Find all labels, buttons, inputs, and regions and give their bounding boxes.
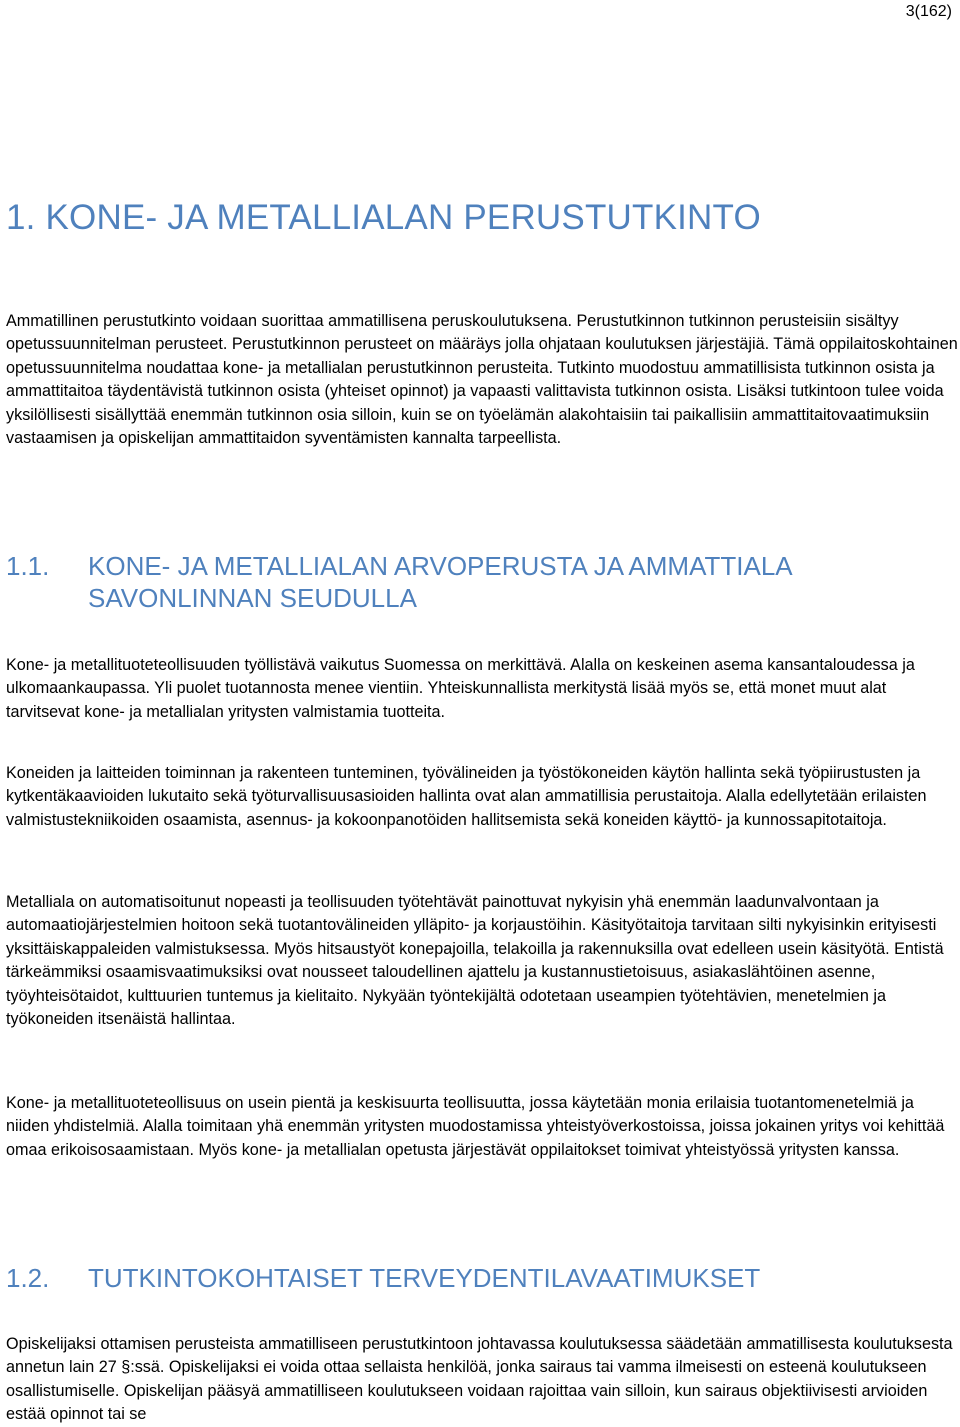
section-1-1-paragraph-4: Kone- ja metallituoteteollisuus on usein pientä ja keskisuurta teollisuutta, jossa käytetään monia erilaisia tuotantomenetelmiä ja niiden yhdistelmiä. Alalla toimitaan yhä enemmän yritysten muodostamissa yhteistyöverkostoissa, joissa jokainen yritys voi kehittää omaa erikoisosaamistaan. Myös kone- ja metallialan opetusta järjestävät oppilaitokset toimivat yhteistyössä yritysten kanssa. [6,1094,945,1159]
section-title-line1: KONE- JA METALLIALAN ARVOPERUSTA JA AMMATTIALA [88,551,793,581]
section-title: TUTKINTOKOHTAISET TERVEYDENTILAVAATIMUKSET [88,1263,761,1293]
section-1-1-paragraph-3: Metalliala on automatisoitunut nopeasti ja teollisuuden työtehtävät painottuvat nykyisin yhä enemmän laadunvalvontaan ja automaatiojärjestelmien hoitoon sekä tuotantovälineiden ylläpito- ja korjaustöihin. Käsityötaitoja tarvitaan silti nykyisinkin erityisesti yksittäiskappaleiden valmistuksessa. Myös hitsaustyöt konepajoilla, telakoilla ja rakennuksilla ovat edelleen usein käsityötä. Entistä tärkeämmiksi osaamisvaatimuksiksi ovat nousseet taloudellinen ajattelu ja kustannustietoisuus, asiakaslähtöinen asenne, työyhteisötaidot, kulttuurien tuntemus ja kielitaito. Nykyään työntekijältä odotetaan useampien työtehtävien, menetelmien ja työkoneiden itsenäistä hallintaa. [6,893,944,1029]
intro-paragraph: Ammatillinen perustutkinto voidaan suorittaa ammatillisena peruskoulutuksena. Perustutkinnon tutkinnon perusteisiin sisältyy opetussuunnitelman perusteet. Perustutkinnon perusteet on määräys jolla ohjataan koulutuksen järjestäjiä. Tämä oppilaitoskohtainen opetussuunnitelma noudattaa kone- ja metallialan perustutkinnon perusteita. Tutkinto muodostuu ammatillisista tutkinnon osista ja ammattitaitoa täydentävistä tutkinnon osista (yhteiset opinnot) ja vapaasti valittavista tutkinnon osista. Lisäksi tutkintoon tulee voida yksilöllisesti sisällyttää enemmän tutkinnon osia silloin, kuin se on työelämän alakohtaisiin tai paikallisiin ammattitaitovaatimuksiin vastaamisen ja opiskelijan ammattitaidon syventämisten kannalta tarpeellista. [6,312,958,448]
page-number: 3(162) [905,3,952,20]
chapter-heading: 1. KONE- JA METALLIALAN PERUSTUTKINTO [6,198,761,237]
section-heading-1-2 [6,1262,760,1294]
section-number: 1.2. [6,1263,50,1293]
section-1-1-paragraph-1: Kone- ja metallituoteteollisuuden työllistävä vaikutus Suomessa on merkittävä. Alalla on keskeinen asema kansantaloudessa ja ulkomaankaupassa. Yli puolet tuotannosta menee vientiin. Yhteiskunnallista merkitystä lisää myös se, että monet muut alat tarvitsevat kone- ja metallialan yritysten valmistamia tuotteita. [6,656,915,721]
section-title-line2: SAVONLINNAN SEUDULLA [88,583,417,613]
section-1-2-paragraph: Opiskelijaksi ottamisen perusteista ammatilliseen perustutkintoon johtavassa koulutuksessa säädetään ammatillisesta koulutuksesta annetun lain 27 §:ssä. Opiskelijaksi ei voida ottaa sellaista henkilöä, jonka sairaus tai vamma ilmeisesti on esteenä koulutukseen osallistumiselle. Opiskelijan pääsyä ammatilliseen koulutukseen voidaan rajoittaa vain silloin, kun sairaus objektiivisesti arvioiden estää opinnot tai se [6,1335,953,1424]
section-heading-1-1 [6,550,793,614]
section-1-1-paragraph-2: Koneiden ja laitteiden toiminnan ja rakenteen tunteminen, työvälineiden ja työstökoneiden käytön hallinta sekä työpiirustusten ja kytkentäkaavioiden lukutaito sekä työturvallisuusasioiden hallinta ovat alan ammatillisia perustaitoja. Alalla edellytetään erilaisten valmistustekniikoiden osaamista, asennus- ja kokoonpanotöiden hallitsemista sekä koneiden käyttö- ja kunnossapitotaitoja. [6,764,927,829]
section-number: 1.1. [6,551,50,581]
